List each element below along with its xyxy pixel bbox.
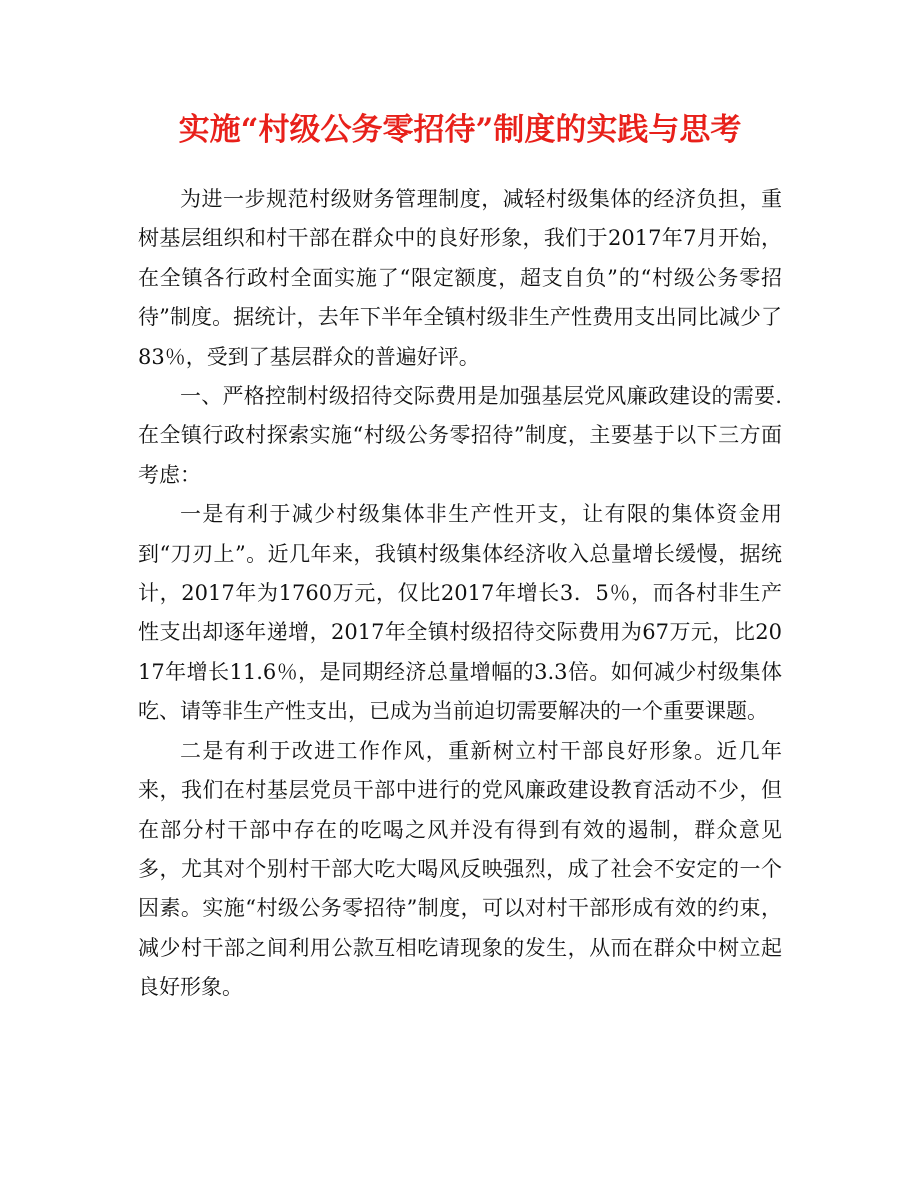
paragraph-point-one: 一是有利于减少村级集体非生产性开支，让有限的集体资金用到“刀刃上”。近几年来，我镇村级集体经济收入总量增长缓慢，据统计，2017年为1760万元，仅比2017年增长3．5％，而各村非生产性支出却逐年递增，2017年全镇村级招待交际费用为67万元，比2017年增长11.6％，是同期经济总量增幅的3.3倍。如何减少村级集体吃、请等非生产性支出，已成为当前迫切需要解决的一个重要课题。 (138, 502, 782, 724)
paragraph-point-two: 二是有利于改进工作作风，重新树立村干部良好形象。近几年来，我们在村基层党员干部中进行的党风廉政建设教育活动不少，但在部分村干部中存在的吃喝之风并没有得到有效的遏制，群众意见多，尤其对个别村干部大吃大喝风反映强烈，成了社会不安定的一个因素。实施“村级公务零招待”制度，可以对村干部形成有效的约束，减少村干部之间利用公款互相吃请现象的发生，从而在群众中树立起良好形象。 (138, 738, 782, 1000)
document-body (138, 180, 782, 1008)
paragraph-section-one: 一、严格控制村级招待交际费用是加强基层党风廉政建设的需要.在全镇行政村探索实施“村级公务零招待”制度，主要基于以下三方面考虑： (138, 384, 782, 487)
paragraph-intro: 为进一步规范村级财务管理制度，减轻村级集体的经济负担，重树基层组织和村干部在群众中的良好形象，我们于2017年7月开始，在全镇各行政村全面实施了“限定额度，超支自负”的“村级公务零招待”制度。据统计，去年下半年全镇村级非生产性费用支出同比减少了83％，受到了基层群众的普遍好评。 (138, 187, 782, 369)
document-title: 实施“村级公务零招待”制度的实践与思考 (178, 112, 742, 148)
